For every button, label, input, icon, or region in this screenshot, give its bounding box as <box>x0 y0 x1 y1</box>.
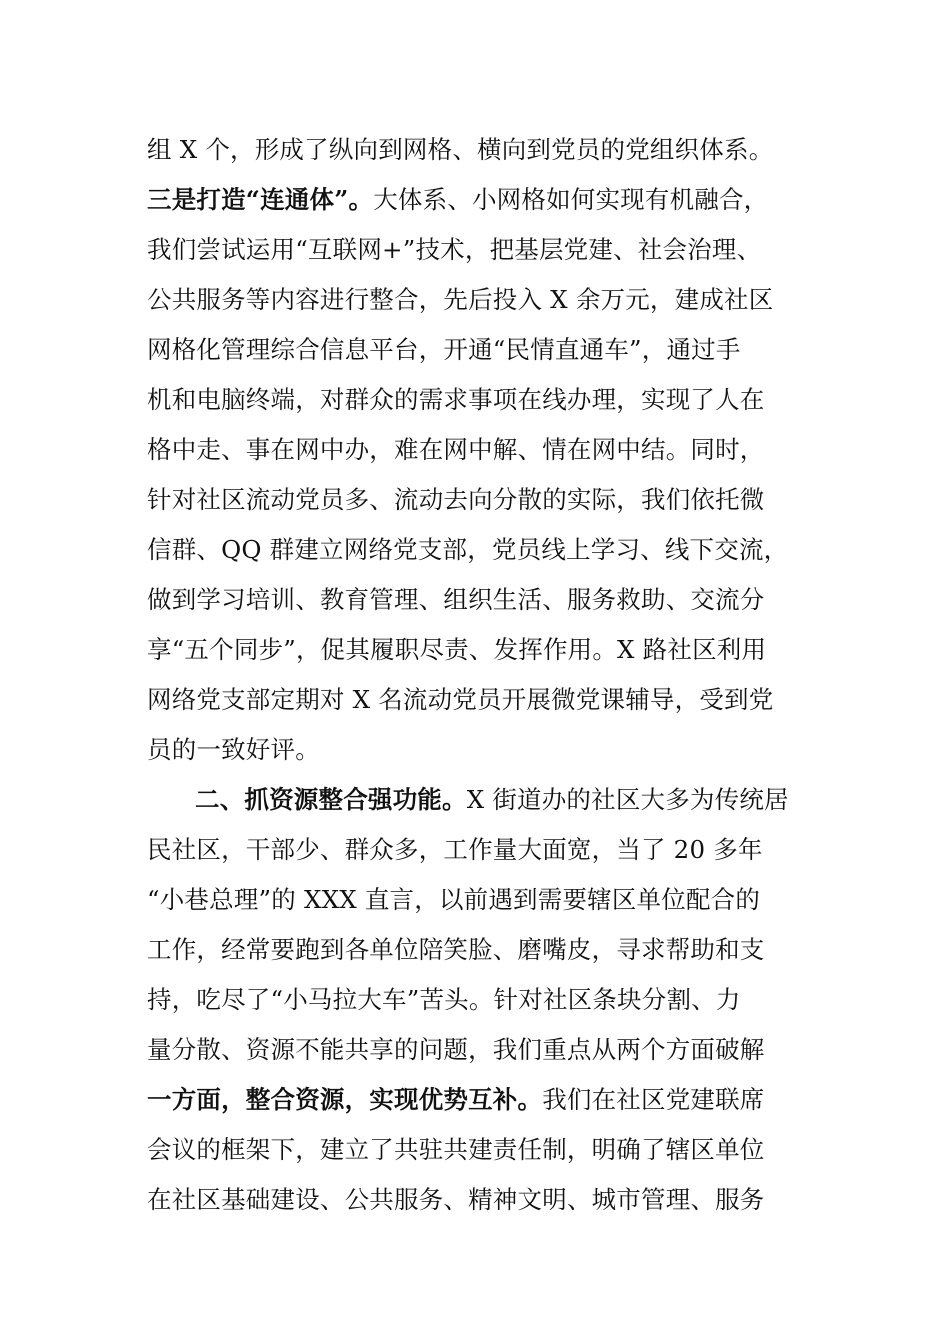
text-segment: 组 X 个，形成了纵向到网格、横向到党员的党组织体系。 <box>147 135 774 164</box>
text-line <box>147 230 807 270</box>
text-segment: 大体系、小网格如何实现有机融合， <box>373 185 769 214</box>
text-line <box>147 430 807 470</box>
text-segment: 格中走、事在网中办，难在网中解、情在网中结。同时， <box>147 435 765 464</box>
text-segment: 做到学习培训、教育管理、组织生活、服务救助、交流分 <box>147 585 765 614</box>
text-segment: “小巷总理”的 XXX 直言，以前遇到需要辖区单位配合的 <box>147 885 761 914</box>
text-segment: 持，吃尽了“小马拉大车”苦头。针对社区条块分割、力 <box>147 985 741 1014</box>
bold-heading-segment: 三是打造“连通体”。 <box>147 185 374 214</box>
text-segment: 民社区，干部少、群众多，工作量大面宽，当了 20 多年 <box>147 835 763 864</box>
text-line <box>147 330 807 370</box>
text-segment: 机和电脑终端，对群众的需求事项在线办理，实现了人在 <box>147 385 765 414</box>
bold-heading-segment: 一方面，整合资源，实现优势互补。 <box>147 1085 543 1114</box>
text-segment: X 街道办的社区大多为传统居 <box>466 785 789 814</box>
text-segment: 我们在社区党建联席 <box>542 1085 765 1114</box>
text-line <box>147 130 807 170</box>
text-line <box>147 1180 807 1220</box>
text-segment: 公共服务等内容进行整合，先后投入 X 余万元，建成社区 <box>147 285 774 314</box>
text-line <box>147 1030 807 1070</box>
text-segment: 在社区基础建设、公共服务、精神文明、城市管理、服务 <box>147 1185 765 1214</box>
text-segment: 工作，经常要跑到各单位陪笑脸、磨嘴皮，寻求帮助和支 <box>147 935 765 964</box>
text-line <box>147 680 807 720</box>
text-line <box>147 580 807 620</box>
text-line <box>147 280 807 320</box>
text-segment: 享“五个同步”，促其履职尽责、发挥作用。X 路社区利用 <box>147 635 767 664</box>
text-segment: 针对社区流动党员多、流动去向分散的实际，我们依托微 <box>147 485 765 514</box>
text-line <box>147 380 807 420</box>
text-line <box>195 780 807 820</box>
text-line <box>147 930 807 970</box>
text-line <box>147 530 807 570</box>
text-line <box>147 880 807 920</box>
text-segment: 网络党支部定期对 X 名流动党员开展微党课辅导，受到党 <box>147 685 774 714</box>
text-line <box>147 830 807 870</box>
text-segment: 员的一致好评。 <box>147 735 320 764</box>
text-line <box>147 180 807 220</box>
text-segment: 会议的框架下，建立了共驻共建责任制，明确了辖区单位 <box>147 1135 765 1164</box>
section-heading: 二、抓资源整合强功能。 <box>195 785 467 814</box>
text-line <box>147 480 807 520</box>
text-segment: 我们尝试运用“互联网+”技术，把基层党建、社会治理、 <box>147 235 762 264</box>
text-line <box>147 630 807 670</box>
text-segment: 信群、QQ 群建立网络党支部，党员线上学习、线下交流， <box>147 535 789 564</box>
text-line <box>147 730 807 770</box>
text-line <box>147 1080 807 1120</box>
text-segment: 量分散、资源不能共享的问题，我们重点从两个方面破解 <box>147 1035 765 1064</box>
text-line <box>147 980 807 1020</box>
text-segment: 网格化管理综合信息平台，开通“民情直通车”，通过手 <box>147 335 741 364</box>
text-line <box>147 1130 807 1170</box>
